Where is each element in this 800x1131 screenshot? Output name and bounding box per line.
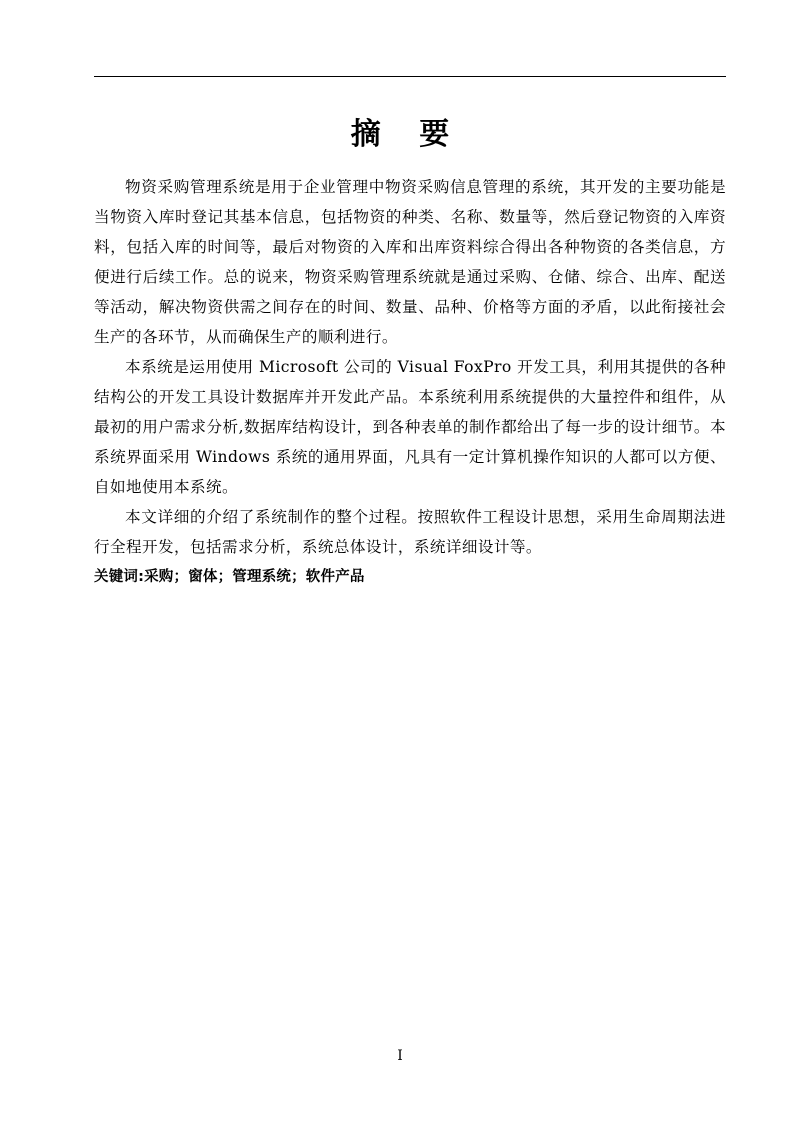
abstract-paragraph-1: 物资采购管理系统是用于企业管理中物资采购信息管理的系统，其开发的主要功能是当物资入库时登记其基本信息，包括物资的种类、名称、数量等，然后登记物资的入库资料，包括入库的时间等，最后对物资的入库和出库资料综合得出各种物资的各类信息，方便进行后续工作。总的说来，物资采购管理系统就是通过采购、仓储、综合、出库、配送等活动，解决物资供需之间存在的时间、数量、品种、价格等方面的矛盾，以此衔接社会生产的各环节，从而确保生产的顺利进行。	[94, 178, 726, 346]
abstract-paragraph-3: 本文详细的介绍了系统制作的整个过程。按照软件工程设计思想，采用生命周期法进行全程开发，包括需求分析，系统总体设计，系统详细设计等。	[94, 508, 726, 556]
header-rule	[94, 76, 726, 77]
abstract-paragraph-2: 本系统是运用使用 Microsoft 公司的 Visual FoxPro 开发工具，利用其提供的各种结构公的开发工具设计数据库并开发此产品。本系统利用系统提供的大量控件和组件，从最初的用户需求分析,数据库结构设计，到各种表单的制作都给出了每一步的设计细节。本系统界面采用 Windows 系统的通用界面，凡具有一定计算机操作知识的人都可以方便、自如地使用本系统。	[94, 358, 726, 496]
abstract-body	[94, 172, 726, 592]
page-number: I	[397, 1048, 403, 1064]
page-title: 摘 要	[350, 117, 464, 153]
keywords-line: 关键词:采购；窗体；管理系统；软件产品	[94, 569, 365, 585]
